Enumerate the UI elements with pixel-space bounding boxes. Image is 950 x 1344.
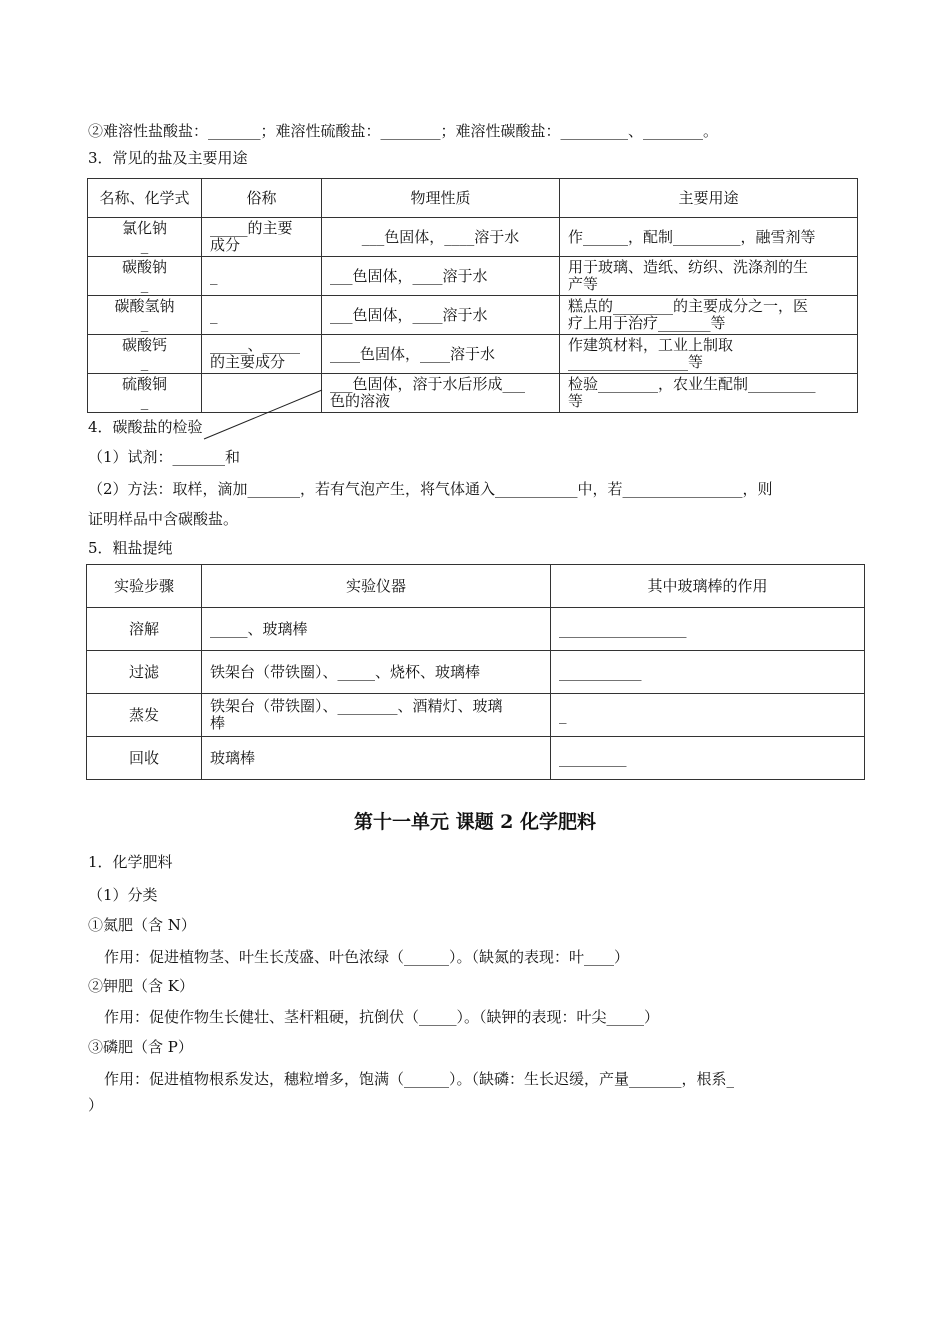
salts-table <box>87 178 858 413</box>
header-cell: 俗称 <box>202 179 322 218</box>
table-row <box>88 335 858 374</box>
text-reagents: （1）试剂：_______和 <box>88 448 241 466</box>
text-phosphorus-effect: 作用：促进植物根系发达，穗粒增多，饱满（______）。（缺磷：生长迟缓，产量_______，根系_ <box>104 1070 735 1088</box>
table-cell: 糕点的________的主要成分之一，医 疗上用于治疗_______等 <box>560 296 858 335</box>
table-cell: ___色固体，____溶于水 <box>322 218 560 257</box>
header-cell: 其中玻璃棒的作用 <box>551 565 865 608</box>
header-cell: 实验步骤 <box>87 565 202 608</box>
text-method: （2）方法：取样，滴加_______，若有气泡产生，将气体通入___________中，若________________，则 <box>88 480 773 498</box>
table-cell: _________ <box>551 737 865 780</box>
table-cell: _ <box>202 257 322 296</box>
table-cell: _________________ <box>551 608 865 651</box>
table-cell: 碳酸钙 _ <box>88 335 202 374</box>
table-row <box>87 608 865 651</box>
text-insoluble-salts: ②难溶性盐酸盐：_______；难溶性硫酸盐：________；难溶性碳酸盐：_________、________。 <box>88 122 719 140</box>
header-cell: 主要用途 <box>560 179 858 218</box>
heading-fertilizers: 1．化学肥料 <box>88 853 173 871</box>
table-row <box>87 651 865 694</box>
table-cell: 硫酸铜 _ <box>88 374 202 413</box>
table-cell: ___色固体，溶于水后形成___ 色的溶液 <box>322 374 560 413</box>
table-cell <box>202 374 322 413</box>
table-cell: ___________ <box>551 651 865 694</box>
table-cell: ___色固体，____溶于水 <box>322 257 560 296</box>
table-cell: 溶解 <box>87 608 202 651</box>
table-cell: _____、玻璃棒 <box>202 608 551 651</box>
table-cell: ___色固体，____溶于水 <box>322 296 560 335</box>
text-phosphorus-fertilizer: ③磷肥（含 P） <box>88 1038 193 1056</box>
table-cell: 用于玻璃、造纸、纺织、洗涤剂的生 产等 <box>560 257 858 296</box>
table-cell: 碳酸氢钠 _ <box>88 296 202 335</box>
table-cell: 回收 <box>87 737 202 780</box>
heading-carbonate-test: 4．碳酸盐的检验 <box>88 418 203 436</box>
table-cell: _____、_____ 的主要成分 <box>202 335 322 374</box>
table-cell: _ <box>551 694 865 737</box>
table-cell: 作建筑材料，工业上制取 ________________等 <box>560 335 858 374</box>
table-cell: 作______，配制_________，融雪剂等 <box>560 218 858 257</box>
heading-common-salts: 3．常见的盐及主要用途 <box>88 149 248 167</box>
header-cell: 物理性质 <box>322 179 560 218</box>
table-cell: 铁架台（带铁圈）、_____、烧杯、玻璃棒 <box>202 651 551 694</box>
text-nitrogen-fertilizer: ①氮肥（含 N） <box>88 916 196 934</box>
text-classification: （1）分类 <box>88 886 158 904</box>
table-row <box>87 694 865 737</box>
text-potassium-fertilizer: ②钾肥（含 K） <box>88 977 194 995</box>
text-phosphorus-effect-cont: ） <box>88 1096 104 1114</box>
table-cell: _____的主要 成分 <box>202 218 322 257</box>
table-cell: _ <box>202 296 322 335</box>
text-potassium-effect: 作用：促使作物生长健壮、茎杆粗硬，抗倒伏（_____）。（缺钾的表现：叶尖_____） <box>104 1008 660 1026</box>
table-row <box>88 296 858 335</box>
table-cell: 碳酸钠 _ <box>88 257 202 296</box>
table-header-row <box>87 565 865 608</box>
table-cell: 氯化钠 _ <box>88 218 202 257</box>
table-cell: ____色固体，____溶于水 <box>322 335 560 374</box>
text-method-cont: 证明样品中含碳酸盐。 <box>88 510 239 528</box>
heading-salt-purification: 5．粗盐提纯 <box>88 539 173 557</box>
text-nitrogen-effect: 作用：促进植物茎、叶生长茂盛、叶色浓绿（______）。（缺氮的表现：叶____） <box>104 948 630 966</box>
table-cell: 铁架台（带铁圈）、________、酒精灯、玻璃 棒 <box>202 694 551 737</box>
table-row <box>88 218 858 257</box>
table-header-row <box>88 179 858 218</box>
table-cell: 过滤 <box>87 651 202 694</box>
purification-table <box>86 564 865 780</box>
header-cell: 实验仪器 <box>202 565 551 608</box>
header-cell: 名称、化学式 <box>88 179 202 218</box>
section-title: 第十一单元 课题 2 化学肥料 <box>353 811 597 833</box>
table-row <box>88 374 858 413</box>
table-row <box>87 737 865 780</box>
table-cell: 检验________，农业生配制_________ 等 <box>560 374 858 413</box>
table-cell: 玻璃棒 <box>202 737 551 780</box>
table-row <box>88 257 858 296</box>
table-cell: 蒸发 <box>87 694 202 737</box>
